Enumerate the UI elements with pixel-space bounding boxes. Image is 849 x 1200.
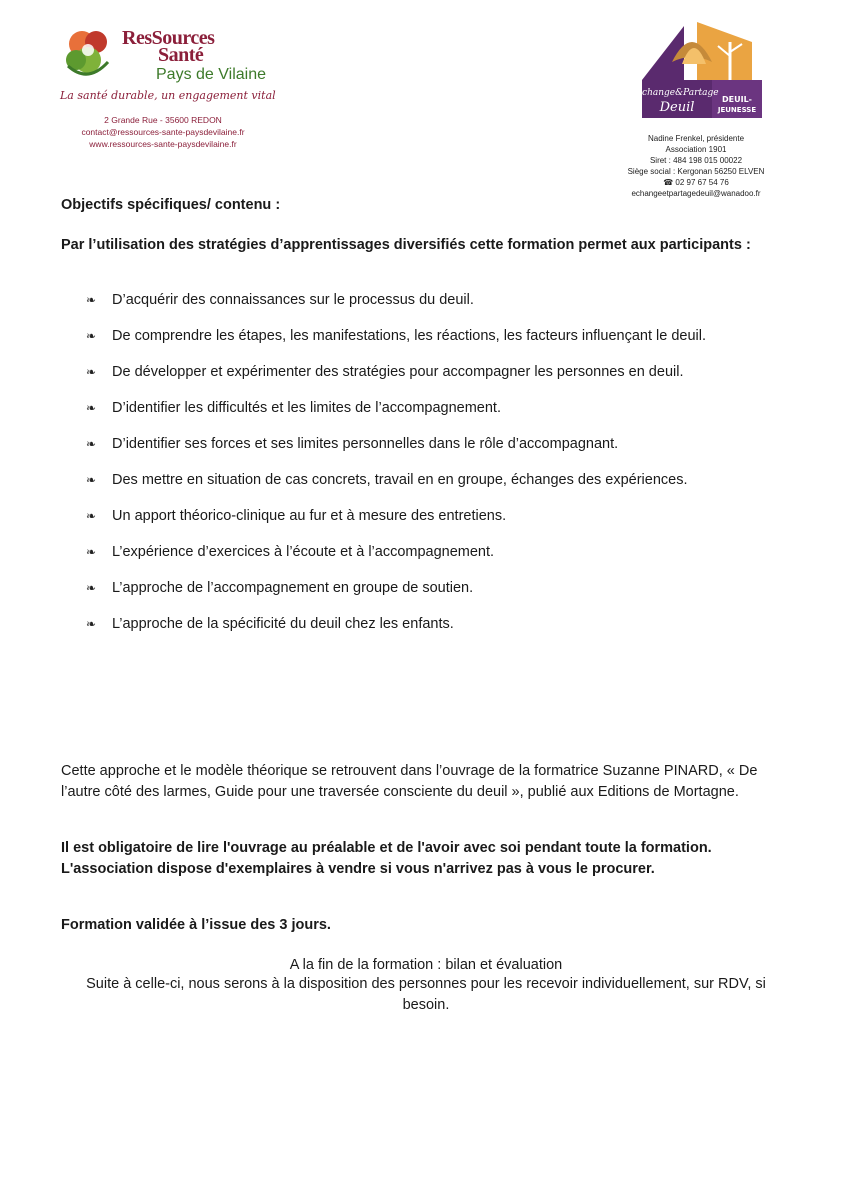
phone-line: ☎ 02 97 67 54 76 <box>663 178 729 187</box>
floral-bullet-icon: ❧ <box>86 545 97 559</box>
ressources-sante-website: www.ressources-sante-paysdevilaine.fr <box>89 139 237 149</box>
copies-for-sale-line: L'association dispose d'exemplaires à vendre si vous n'arrivez pas à vous le procurer. <box>61 861 655 877</box>
objective-item <box>86 326 786 347</box>
objective-text: L’approche de la spécificité du deuil chez les enfants. <box>112 616 454 632</box>
objective-text: De développer et expérimenter des stratégies pour accompagner les personnes en deuil. <box>112 364 684 380</box>
ressources-sante-address: 2 Grande Rue - 35600 REDON <box>104 115 222 125</box>
floral-bullet-icon: ❧ <box>86 401 97 415</box>
echange-partage-contact <box>606 133 786 199</box>
objective-item <box>86 434 786 455</box>
objective-item <box>86 398 786 419</box>
floral-bullet-icon: ❧ <box>86 581 97 595</box>
objective-item <box>86 470 786 491</box>
echange-partage-logo <box>622 22 772 118</box>
siret-line: Siret : 484 198 015 00022 <box>649 156 743 165</box>
objective-text: De comprendre les étapes, les manifestations, les réactions, les facteurs influençant le deuil. <box>112 328 707 344</box>
intro-paragraph: Par l’utilisation des stratégies d’apprentissages diversifiés cette formation permet aux participants : <box>61 237 751 253</box>
follow-up-line: Suite à celle-ci, nous serons à la disposition des personnes pour les recevoir individuellement, sur RDV, si besoin. <box>86 976 766 1013</box>
ressources-sante-header <box>58 22 278 150</box>
ressources-sante-contact <box>68 114 258 150</box>
objectives-list <box>86 290 786 650</box>
ressources-sante-emblem-icon <box>58 22 120 82</box>
ep-logo-text-bottom: Deuil <box>659 100 695 115</box>
email-line: echangeetpartagedeuil@wanadoo.fr <box>631 189 761 198</box>
objective-text: Un apport théorico-clinique au fur et à mesure des entretiens. <box>112 508 507 524</box>
objective-text: D’identifier les difficultés et les limites de l’accompagnement. <box>112 400 501 416</box>
ep-logo-badge-line1: DEUIL- <box>722 95 752 104</box>
logo-line-sante: Santé <box>158 44 204 66</box>
floral-bullet-icon: ❧ <box>86 473 97 487</box>
objective-item <box>86 614 786 635</box>
siege-line: Siège social : Kergonan 56250 ELVEN <box>627 167 765 176</box>
logo-line-ressources: ResSources <box>122 27 215 49</box>
objective-item <box>86 578 786 599</box>
floral-bullet-icon: ❧ <box>86 437 97 451</box>
mandatory-reading-line: Il est obligatoire de lire l'ouvrage au préalable et de l'avoir avec soi pendant toute la formation. <box>61 840 712 856</box>
association-line: Association 1901 <box>665 145 727 154</box>
objective-text: D’identifier ses forces et ses limites personnelles dans le rôle d’accompagnant. <box>112 436 619 452</box>
floral-bullet-icon: ❧ <box>86 293 97 307</box>
objective-text: L’expérience d’exercices à l’écoute et à l’accompagnement. <box>112 544 495 560</box>
objective-item <box>86 362 786 383</box>
objective-text: D’acquérir des connaissances sur le processus du deuil. <box>112 292 474 308</box>
book-paragraph: Cette approche et le modèle théorique se retrouvent dans l’ouvrage de la formatrice Suzanne PINARD, « De l’autre côté des larmes, Guide pour une traversée consciente du deuil », publié aux Editions de Mortagne. <box>61 763 758 800</box>
ressources-sante-email: contact@ressources-sante-paysdevilaine.fr <box>81 127 245 137</box>
ressources-sante-logo <box>58 22 278 83</box>
floral-bullet-icon: ❧ <box>86 329 97 343</box>
logo-line-pays-de-vilaine: Pays de Vilaine <box>156 66 266 83</box>
objective-text: Des mettre en situation de cas concrets, travail en en groupe, échanges des expériences. <box>112 472 688 488</box>
objective-text: L’approche de l’accompagnement en groupe de soutien. <box>112 580 474 596</box>
ep-logo-text-top: Échange&Partage <box>635 88 719 98</box>
floral-bullet-icon: ❧ <box>86 509 97 523</box>
validation-line: Formation validée à l’issue des 3 jours. <box>61 917 331 933</box>
floral-bullet-icon: ❧ <box>86 365 97 379</box>
section-heading: Objectifs spécifiques/ contenu : <box>61 197 281 213</box>
echange-partage-header <box>606 22 786 199</box>
objective-item <box>86 290 786 311</box>
evaluation-line: A la fin de la formation : bilan et évaluation <box>289 957 563 973</box>
ep-logo-badge-line2: JEUNESSE <box>717 106 757 114</box>
ressources-sante-tagline: La santé durable, un engagement vital <box>60 89 276 102</box>
objective-item <box>86 542 786 563</box>
objective-item <box>86 506 786 527</box>
president-line: Nadine Frenkel, présidente <box>647 134 745 143</box>
floral-bullet-icon: ❧ <box>86 617 97 631</box>
